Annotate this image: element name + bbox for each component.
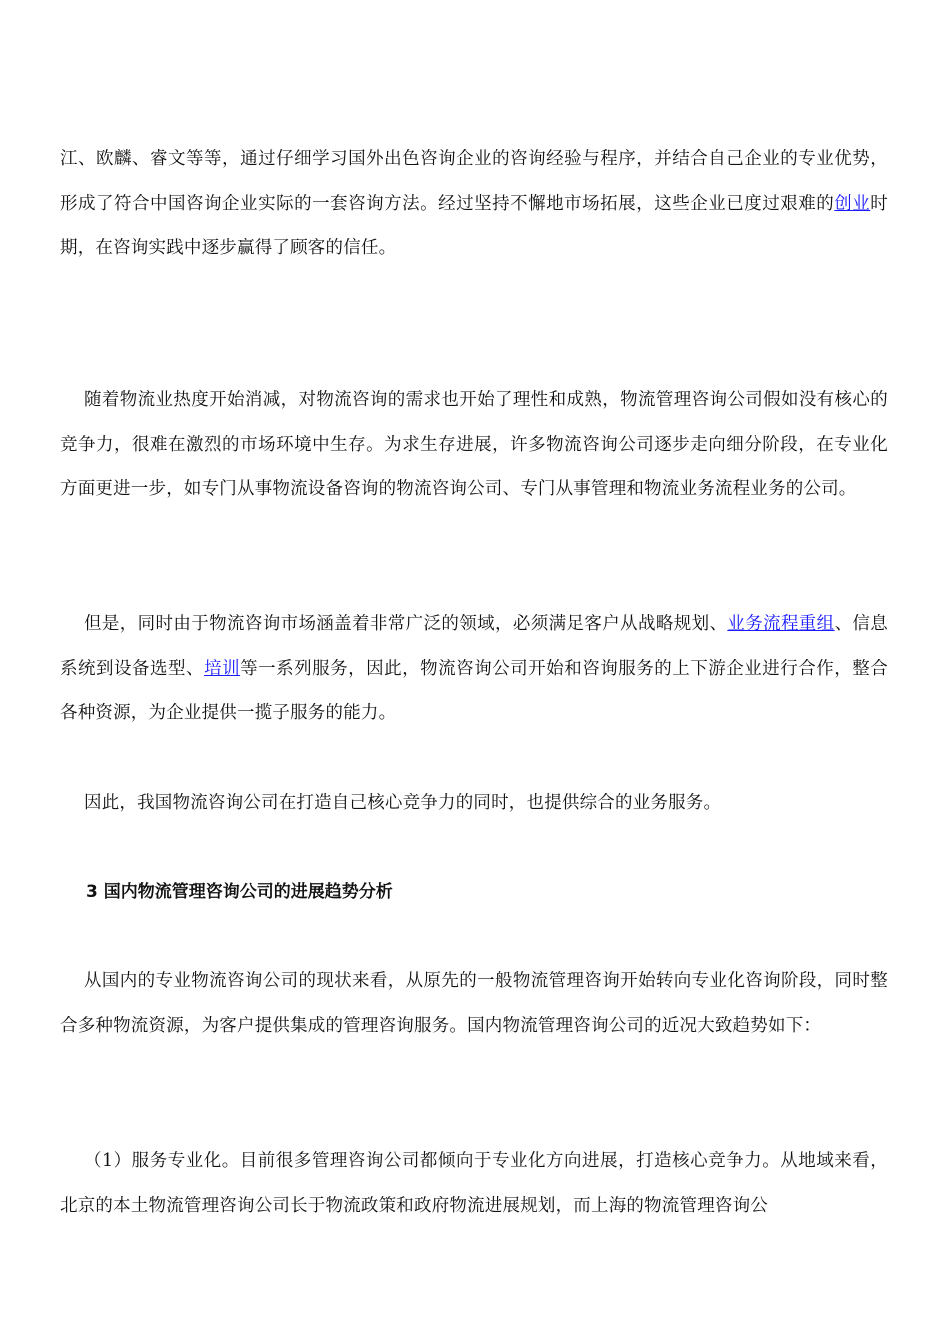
paragraph-4: 因此，我国物流咨询公司在打造自己核心竞争力的同时，也提供综合的业务服务。 <box>84 793 722 813</box>
paragraph-3-text-before: 但是，同时由于物流咨询市场涵盖着非常广泛的领域，必须满足客户从战略规划、 <box>84 614 728 634</box>
paragraph-1 <box>60 137 888 271</box>
paragraph-5: 从国内的专业物流咨询公司的现状来看，从原先的一般物流管理咨询开始转向专业化咨询阶段，同时整合多种物流资源，为客户提供集成的管理咨询服务。国内物流管理咨询公司的近况大致趋势如下： <box>60 971 888 1036</box>
link-business-process-reengineering[interactable]: 业务流程重组 <box>727 614 835 634</box>
paragraph-3 <box>60 602 888 736</box>
paragraph-1-text-before: 江、欧麟、睿文等等，通过仔细学习国外出色咨询企业的咨询经验与程序，并结合自己企业的专业优势，形成了符合中国咨询企业实际的一套咨询方法。经过坚持不懈地市场拓展，这些企业已度过艰难的 <box>60 149 888 214</box>
paragraph-6: （1）服务专业化。目前很多管理咨询公司都倾向于专业化方向进展，打造核心竞争力。从地域来看，北京的本土物流管理咨询公司长于物流政策和政府物流进展规划，而上海的物流管理咨询公 <box>60 1151 888 1216</box>
paragraph-3-text-middle: 、信息系统到设备选型、 <box>60 614 889 679</box>
link-training[interactable]: 培训 <box>204 658 241 679</box>
link-chuangye[interactable]: 创业 <box>834 193 871 214</box>
paragraph-2: 随着物流业热度开始消减，对物流咨询的需求也开始了理性和成熟，物流管理咨询公司假如没有核心的竞争力，很难在激烈的市场环境中生存。为求生存进展，许多物流咨询公司逐步走向细分阶段，在专业化方面更进一步，如专门从事物流设备咨询的物流咨询公司、专门从事管理和物流业务流程业务的公司。 <box>60 390 888 499</box>
paragraph-1-text-after: 时期，在咨询实践中逐步赢得了顾客的信任。 <box>60 193 888 258</box>
paragraph-3-text-after: 等一系列服务，因此，物流咨询公司开始和咨询服务的上下游企业进行合作，整合各种资源，为企业提供一揽子服务的能力。 <box>60 658 888 723</box>
section-heading: 3 国内物流管理咨询公司的进展趋势分析 <box>86 882 393 902</box>
